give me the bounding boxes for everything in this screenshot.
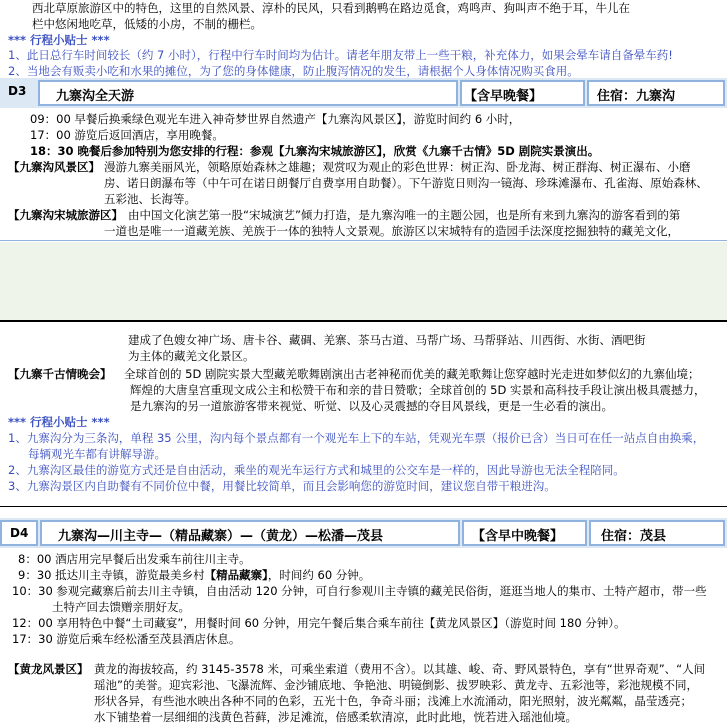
tips-item: 每辆观光车都有讲解导游。 (28, 447, 166, 461)
scenic-label: 【黄龙风景区】 (8, 662, 89, 676)
schedule-line: 18：30 晚餐后参加特别为您安排的行程：参观【九寨沟宋城旅游区】，欣赏《九寨千古情》5D 剧院实景演出。 (30, 144, 600, 158)
day-title-cell (40, 520, 460, 546)
day-meals: 【含早中晚餐】 (472, 529, 564, 544)
schedule-line: 17：30 游览后乘车经松潘至茂县酒店休息。 (12, 632, 241, 646)
day-meals: 【含早晚餐】 (464, 89, 543, 104)
schedule-text: ，时间约 60 分钟。 (267, 568, 371, 582)
schedule-line: 8：00 酒店用完早餐后出发乘车前往川主寺。 (18, 552, 251, 566)
day-number: D4 (10, 526, 29, 540)
continued-text: 建成了色嫂女神广场、唐卡谷、藏碉、羌寨、茶马古道、马帮广场、马帮驿站、川西街、水街、酒吧街 (128, 333, 646, 347)
page-gap (0, 242, 727, 320)
day-header-bar (0, 518, 727, 548)
page-bottom-line (0, 240, 727, 241)
scenic-desc: 水下铺垫着一层细细的浅黄色苔藓，涉足滩流，倍感柔软清凉，此时此地，恍若进入瑶池仙境。 (94, 710, 577, 724)
day-title-cell (38, 80, 458, 106)
scenic-label: 【九寨千古情晚会】 (8, 367, 112, 381)
day-number: D3 (8, 84, 27, 98)
day-title: 九寨沟全天游 (56, 89, 135, 104)
scenic-label: 【九寨沟风景区】 (8, 160, 100, 174)
schedule-line: 09：00 早餐后换乘绿色观光车进入神奇梦世界自然遗产【九寨沟风景区】，游览时间约 6 小时， (30, 112, 521, 126)
intro-line-2: 栏中悠闲地吃草，低矮的小房，不制的栅栏。 (32, 17, 262, 31)
day-title: 九寨沟—川主寺—（精品藏寨）—（黄龙）—松潘—茂县 (58, 529, 384, 544)
tips-item: 2、九寨沟区最佳的游览方式还是自由活动，乘坐的观光车运行方式和城里的公交车是一样的，因此导游也无法全程陪同。 (8, 463, 625, 477)
day-stay-cell (589, 520, 725, 546)
day-header-bar (0, 78, 727, 108)
schedule-highlight: 【精品藏寨】 (204, 568, 268, 582)
day-meals-cell (460, 80, 585, 106)
day-meals-cell (462, 520, 587, 546)
scenic-desc: 黄龙的海拔较高，约 3145-3578 米，可乘坐索道（费用不含）。以其雄、峻、奇、野风景特色，享有“世界奇观”、“人间 (94, 662, 706, 676)
tips-item: 3、九寨沟景区内自助餐有不同价位中餐，用餐比较简单，而且会影响您的游览时间，建议您自带干粮进沟。 (8, 479, 556, 493)
continued-text: 为主体的藏羌文化景区。 (128, 349, 255, 363)
day-stay: 住宿：茂县 (601, 529, 667, 544)
day-number-cell (0, 520, 38, 546)
tips-header: *** 行程小贴士 *** (8, 415, 110, 429)
scenic-desc: 全球首创的 5D 剧院实景大型藏羌歌舞剧演出古老神秘而优美的藏羌歌舞让您穿越时光走进如梦似幻的九寨仙境； (124, 367, 700, 381)
day-stay-cell (587, 80, 725, 106)
tips-item: 1、此日总行车时间较长（约 7 小时），行程中行车时间均为估计。请老年朋友带上一些干粮，补充体力，如果会晕车请自备晕车药! (8, 48, 673, 62)
schedule-line: 土特产回去馈赠亲朋好友。 (52, 600, 190, 614)
schedule-text: 9：30 抵达川主寺镇，游览最美乡村 (18, 568, 205, 582)
tips-item: 1、九寨沟分为三条沟，单程 35 公里，沟内每个景点都有一个观光车上下的车站，凭观光车票（报价已含）当日可在任一站点自由换乘， (8, 431, 705, 445)
tips-header: *** 行程小贴士 *** (8, 33, 110, 47)
intro-line-1: 西北草原旅游区中的特色，这里的自然风景、淳朴的民风，只看到鹅鸭在路边觅食，鸡鸣声、狗叫声不绝于耳，牛儿在 (32, 1, 630, 15)
scenic-desc: 由中国文化演艺第一股“宋城演艺”倾力打造，是九寨沟唯一的主题公园，也是所有来到九寨沟的游客看到的第 (128, 208, 681, 222)
scenic-desc: 辉煌的大唐皇宫重现文成公主和松赞干布和亲的昔日赞歌；全球首创的 5D 实景和高科技手段让演出极具震撼力， (130, 383, 706, 397)
schedule-line: 10：30 参观完藏寨后前去川主寺镇，自由活动 120 分钟，可自行参观川主寺镇的藏羌民俗街，逛逛当地人的集市、土特产超市，带一些 (12, 584, 707, 598)
tips-item: 2、当地会有贩卖小吃和水果的摊位，为了您的身体健康，防止腹泻情况的发生，请根据个人身体情况购买食用。 (8, 64, 579, 78)
scenic-desc: 五彩池、长海等。 (104, 192, 196, 206)
scenic-desc: 形状各异，有些池水映出各种不同的色彩，五光十色，争奇斗丽；浅滩上水流涌动，阳光照射，波光粼粼，晶莹透亮； (94, 694, 692, 708)
scenic-desc: 瑶池”的美誉。迎宾彩池、飞瀑流辉、金沙铺底地、争艳池、明镜倒影、拔罗映彩、黄龙寺、五彩池等，彩池规模不同， (94, 678, 698, 692)
scenic-desc: 房、诺日朗瀑布等（中午可在诺日朗餐厅自费享用自助餐）。下午游览日则沟一镜海、珍珠滩瀑布、孔雀海、原始森林、 (104, 176, 708, 190)
section-divider (0, 506, 727, 507)
schedule-line (18, 567, 370, 583)
schedule-line: 12：00 享用特色中餐“土司藏宴”，用餐时间 60 分钟，用完午餐后集合乘车前往【黄龙风景区】（游览时间 180 分钟）。 (12, 616, 626, 630)
day-stay: 住宿：九寨沟 (597, 89, 676, 104)
day-number-cell (0, 80, 36, 106)
scenic-desc: 漫游九寨美丽风光，领略原始森林之雄趣；观赏叹为观止的彩色世界：树正沟、卧龙海、树正群海、树正瀑布、小磨 (104, 160, 691, 174)
scenic-desc: 一道也是唯一一道藏羌族、羌族于一体的独特人文景观。旅游区以宋城特有的造园手法深度挖掘独特的藏羌文化， (104, 224, 679, 238)
page-break-rule (0, 320, 727, 322)
scenic-desc: 是九寨沟的另一道旅游客带来视觉、听觉、以及心灵震撼的夺目风景线，更是一生必看的演出。 (130, 399, 613, 413)
scenic-label: 【九寨沟宋城旅游区】 (8, 208, 123, 222)
schedule-line: 17：00 游览后返回酒店，享用晚餐。 (30, 128, 224, 142)
